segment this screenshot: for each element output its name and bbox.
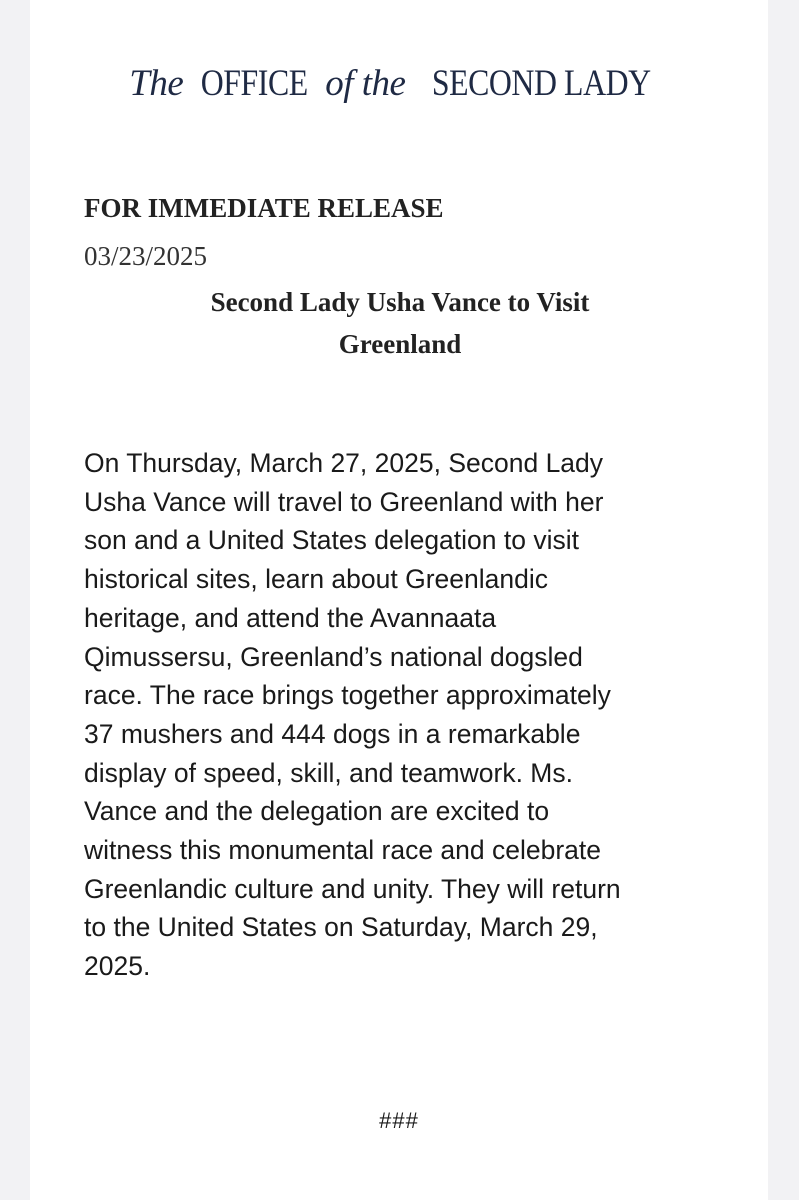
end-mark: ### (379, 1108, 419, 1133)
body-line: 2025. (84, 951, 151, 982)
release-label: FOR IMMEDIATE RELEASE (84, 193, 444, 223)
body-line: heritage, and attend the Avannaata (84, 602, 497, 633)
headline (90, 281, 710, 365)
body-line: Greenlandic culture and unity. They will return (84, 873, 621, 904)
press-release-document (30, 0, 768, 1200)
body-line: historical sites, learn about Greenlandic (84, 564, 548, 595)
body-paragraph (84, 444, 724, 986)
body-line: witness this monumental race and celebrate (84, 835, 602, 866)
masthead-of-the: of the (325, 63, 406, 104)
release-date: 03/23/2025 (84, 241, 208, 271)
body-line: Qimussersu, Greenland’s national dogsled (84, 641, 583, 672)
body-line: display of speed, skill, and teamwork. Ms. (84, 757, 573, 788)
headline-line-1: Second Lady Usha Vance to Visit (210, 287, 590, 317)
body-line: son and a United States delegation to visit (84, 525, 579, 556)
body-line: Vance and the delegation are excited to (84, 796, 550, 827)
masthead-second-lady: SECOND LADY (432, 63, 651, 104)
headline-line-2: Greenland (338, 329, 462, 359)
office-masthead (30, 62, 768, 105)
body-line: race. The race brings together approximately (84, 680, 611, 711)
masthead-office: OFFICE (200, 63, 308, 104)
body-line: to the United States on Saturday, March 29, (84, 912, 598, 943)
body-line: Usha Vance will travel to Greenland with her (84, 486, 604, 517)
masthead-the: The (129, 63, 184, 104)
body-line: On Thursday, March 27, 2025, Second Lady (84, 448, 604, 478)
body-line: 37 mushers and 444 dogs in a remarkable (84, 718, 581, 749)
